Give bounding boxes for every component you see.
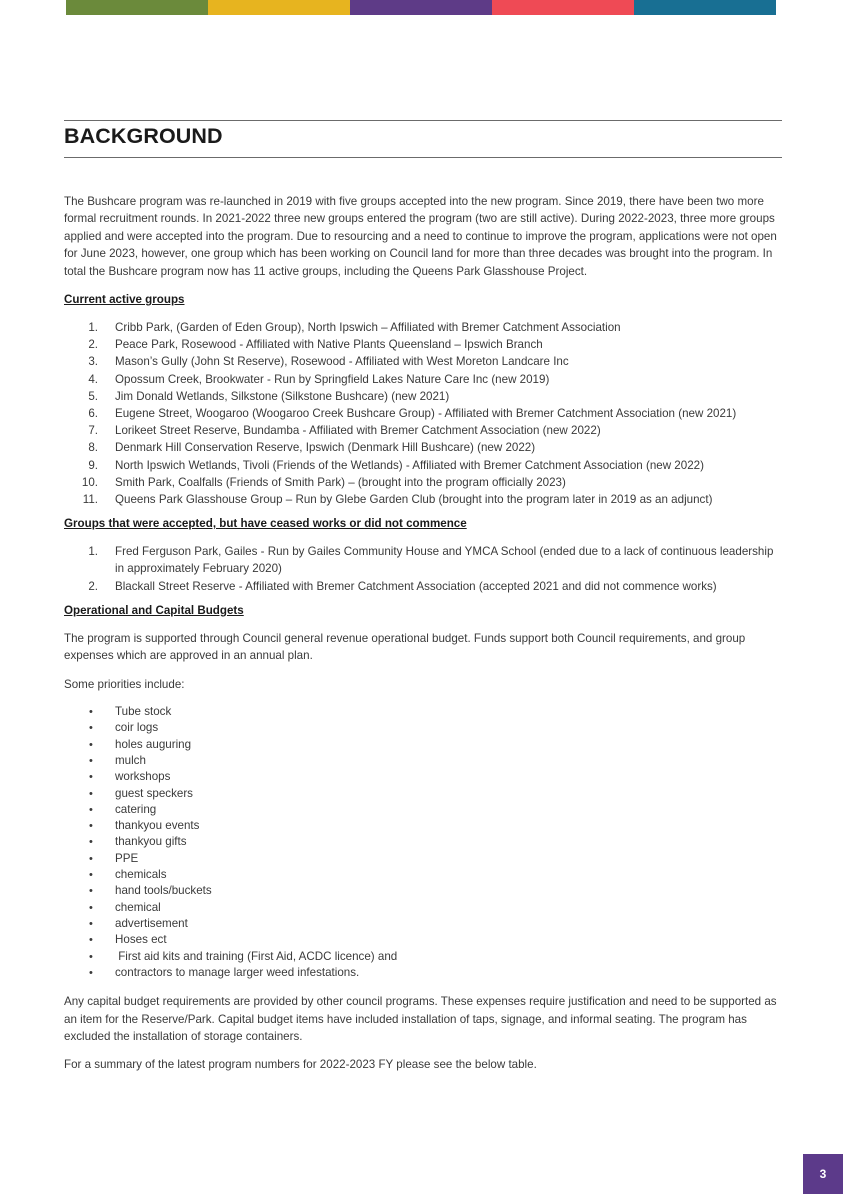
budgets-paragraph: The program is supported through Council general revenue operational budget. Funds support both Council requirements, and group expenses which are approved in an annual plan. [64, 631, 746, 663]
bullet-icon: • [89, 934, 93, 947]
list-item-text: workshops [115, 770, 171, 784]
list-item [64, 319, 782, 336]
list-item [64, 704, 782, 720]
active-groups-list [64, 319, 782, 508]
list-item [64, 867, 782, 883]
bullet-icon: • [89, 950, 93, 963]
bullet-icon: • [89, 820, 93, 833]
list-item [64, 457, 782, 474]
list-item-text: Blackall Street Reserve - Affiliated with Bremer Catchment Association (accepted 2021 and did not commence works) [115, 579, 717, 593]
list-item [64, 422, 782, 439]
list-item [64, 965, 782, 981]
list-item-text: Cribb Park, (Garden of Eden Group), North Ipswich – Affiliated with Bremer Catchment Association [115, 321, 621, 335]
color-bar-segment-purple [350, 0, 492, 15]
color-bar-segment-red [492, 0, 634, 15]
list-item-text: Lorikeet Street Reserve, Bundamba - Affiliated with Bremer Catchment Association (new 2022) [115, 424, 601, 438]
title-top-rule [64, 120, 782, 121]
ceased-groups-list [64, 543, 782, 595]
color-bar-segment-blue [634, 0, 776, 15]
list-item [64, 932, 782, 948]
header-color-bar [66, 0, 776, 15]
list-item-number: 11. [82, 493, 98, 507]
bullet-icon: • [89, 901, 93, 914]
priorities-list [64, 704, 782, 981]
list-item-text: contractors to manage larger weed infestations. [115, 965, 360, 979]
list-item [64, 737, 782, 753]
list-item [64, 916, 782, 932]
list-item [64, 720, 782, 736]
priorities-intro: Some priorities include: [64, 677, 185, 691]
list-item-number: 8. [88, 441, 98, 455]
bullet-icon: • [89, 885, 93, 898]
list-item-text: chemical [115, 900, 161, 914]
list-item-number: 2. [88, 579, 98, 593]
bullet-icon: • [89, 852, 93, 865]
list-item [64, 474, 782, 491]
list-item-number: 7. [88, 424, 98, 438]
list-item-number: 10. [81, 475, 98, 489]
intro-paragraph: The Bushcare program was re-launched in 2019 with five groups accepted into the new program. Since 2019, there have been two more formal recruitment rounds. In 2021-2022 three new groups entered the program (two are still active). During 2022-2023, three more groups applied and were accepted into the program. Due to resourcing and a need to continue to improve the program, applications were not open for June 2023, however, one group which has been working on Council land for more than three decades was brought into the program. In total the Bushcare program now has 11 active groups, including the Queens Park Glasshouse Project. [64, 195, 777, 278]
list-item-number: 1. [88, 321, 98, 335]
summary-paragraph: For a summary of the latest program numbers for 2022-2023 FY please see the below table. [64, 1058, 537, 1072]
list-item-text: thankyou gifts [115, 835, 187, 849]
list-item-number: 1. [88, 545, 98, 559]
bullet-icon: • [89, 836, 93, 849]
list-item-text: Tube stock [115, 705, 172, 719]
list-item-text: Mason’s Gully (John St Reserve), Rosewood - Affiliated with West Moreton Landcare Inc [115, 355, 569, 369]
list-item [64, 439, 782, 456]
list-item [64, 578, 782, 595]
bullet-icon: • [89, 869, 93, 882]
ceased-groups-heading: Groups that were accepted, but have ceased works or did not commence [64, 517, 467, 531]
list-item-number: 3. [88, 355, 98, 369]
list-item-text: catering [115, 802, 157, 816]
list-item [64, 786, 782, 802]
list-item-number: 5. [88, 389, 98, 403]
active-groups-heading: Current active groups [64, 293, 185, 307]
list-item-text: Smith Park, Coalfalls (Friends of Smith Park) – (brought into the program officially 2023) [115, 475, 566, 489]
list-item-text: PPE [115, 851, 139, 865]
list-item [64, 818, 782, 834]
list-item-text: guest speckers [115, 786, 193, 800]
list-item-text: Jim Donald Wetlands, Silkstone (Silkstone Bushcare) (new 2021) [115, 389, 450, 403]
list-item-text: Opossum Creek, Brookwater - Run by Springfield Lakes Nature Care Inc (new 2019) [115, 372, 550, 386]
list-item-text: hand tools/buckets [115, 884, 212, 898]
bullet-icon: • [89, 917, 93, 930]
list-item-text: Fred Ferguson Park, Gailes - Run by Gailes Community House and YMCA School (ended due to a lack of continuous leadership in approximately February 2020) [115, 545, 774, 576]
list-item-text: North Ipswich Wetlands, Tivoli (Friends of the Wetlands) - Affiliated with Bremer Catchment Association (new 2022) [115, 458, 704, 472]
list-item-text: Queens Park Glasshouse Group – Run by Glebe Garden Club (brought into the program later in 2019 as an adjunct) [115, 493, 713, 507]
list-item [64, 491, 782, 508]
list-item-text: Hoses ect [115, 933, 167, 947]
page-content [64, 193, 782, 1074]
list-item [64, 371, 782, 388]
list-item-number: 2. [88, 338, 98, 352]
list-item-text: chemicals [115, 868, 167, 882]
page-title: BACKGROUND [64, 124, 223, 148]
bullet-icon: • [89, 738, 93, 751]
list-item [64, 949, 782, 965]
list-item-text: thankyou events [115, 819, 200, 833]
list-item [64, 353, 782, 370]
list-item [64, 753, 782, 769]
bullet-icon: • [89, 722, 93, 735]
list-item-text: Peace Park, Rosewood - Affiliated with Native Plants Queensland – Ipswich Branch [115, 338, 543, 352]
list-item [64, 883, 782, 899]
color-bar-segment-green [66, 0, 208, 15]
list-item-number: 4. [88, 372, 98, 386]
list-item-number: 9. [88, 458, 98, 472]
budgets-heading: Operational and Capital Budgets [64, 603, 244, 617]
page-number: 3 [803, 1154, 843, 1194]
list-item [64, 388, 782, 405]
list-item-text: Denmark Hill Conservation Reserve, Ipswich (Denmark Hill Bushcare) (new 2022) [115, 441, 536, 455]
list-item-text: holes auguring [115, 737, 192, 751]
list-item-text: coir logs [115, 721, 159, 735]
list-item-text: advertisement [115, 916, 188, 930]
bullet-icon: • [89, 966, 93, 979]
list-item [64, 834, 782, 850]
bullet-icon: • [89, 787, 93, 800]
list-item-text: First aid kits and training (First Aid, ACDC licence) and [115, 949, 398, 963]
bullet-icon: • [89, 803, 93, 816]
bullet-icon: • [89, 706, 93, 719]
bullet-icon: • [89, 771, 93, 784]
bullet-icon: • [89, 754, 93, 767]
title-bottom-rule [64, 157, 782, 158]
list-item-text: mulch [115, 753, 146, 767]
list-item-text: Eugene Street, Woogaroo (Woogaroo Creek Bushcare Group) - Affiliated with Bremer Catchment Association (new 2021) [115, 407, 737, 421]
list-item [64, 900, 782, 916]
capital-budget-paragraph: Any capital budget requirements are provided by other council programs. These expenses require justification and need to be supported as an item for the Reserve/Park. Capital budget items have included installation of taps, signage, and informal seating. The program has excluded the installation of storage containers. [64, 995, 777, 1043]
list-item-number: 6. [88, 407, 98, 421]
list-item [64, 769, 782, 785]
list-item [64, 543, 782, 577]
list-item [64, 336, 782, 353]
list-item [64, 851, 782, 867]
list-item [64, 802, 782, 818]
list-item [64, 405, 782, 422]
color-bar-segment-yellow [208, 0, 350, 15]
